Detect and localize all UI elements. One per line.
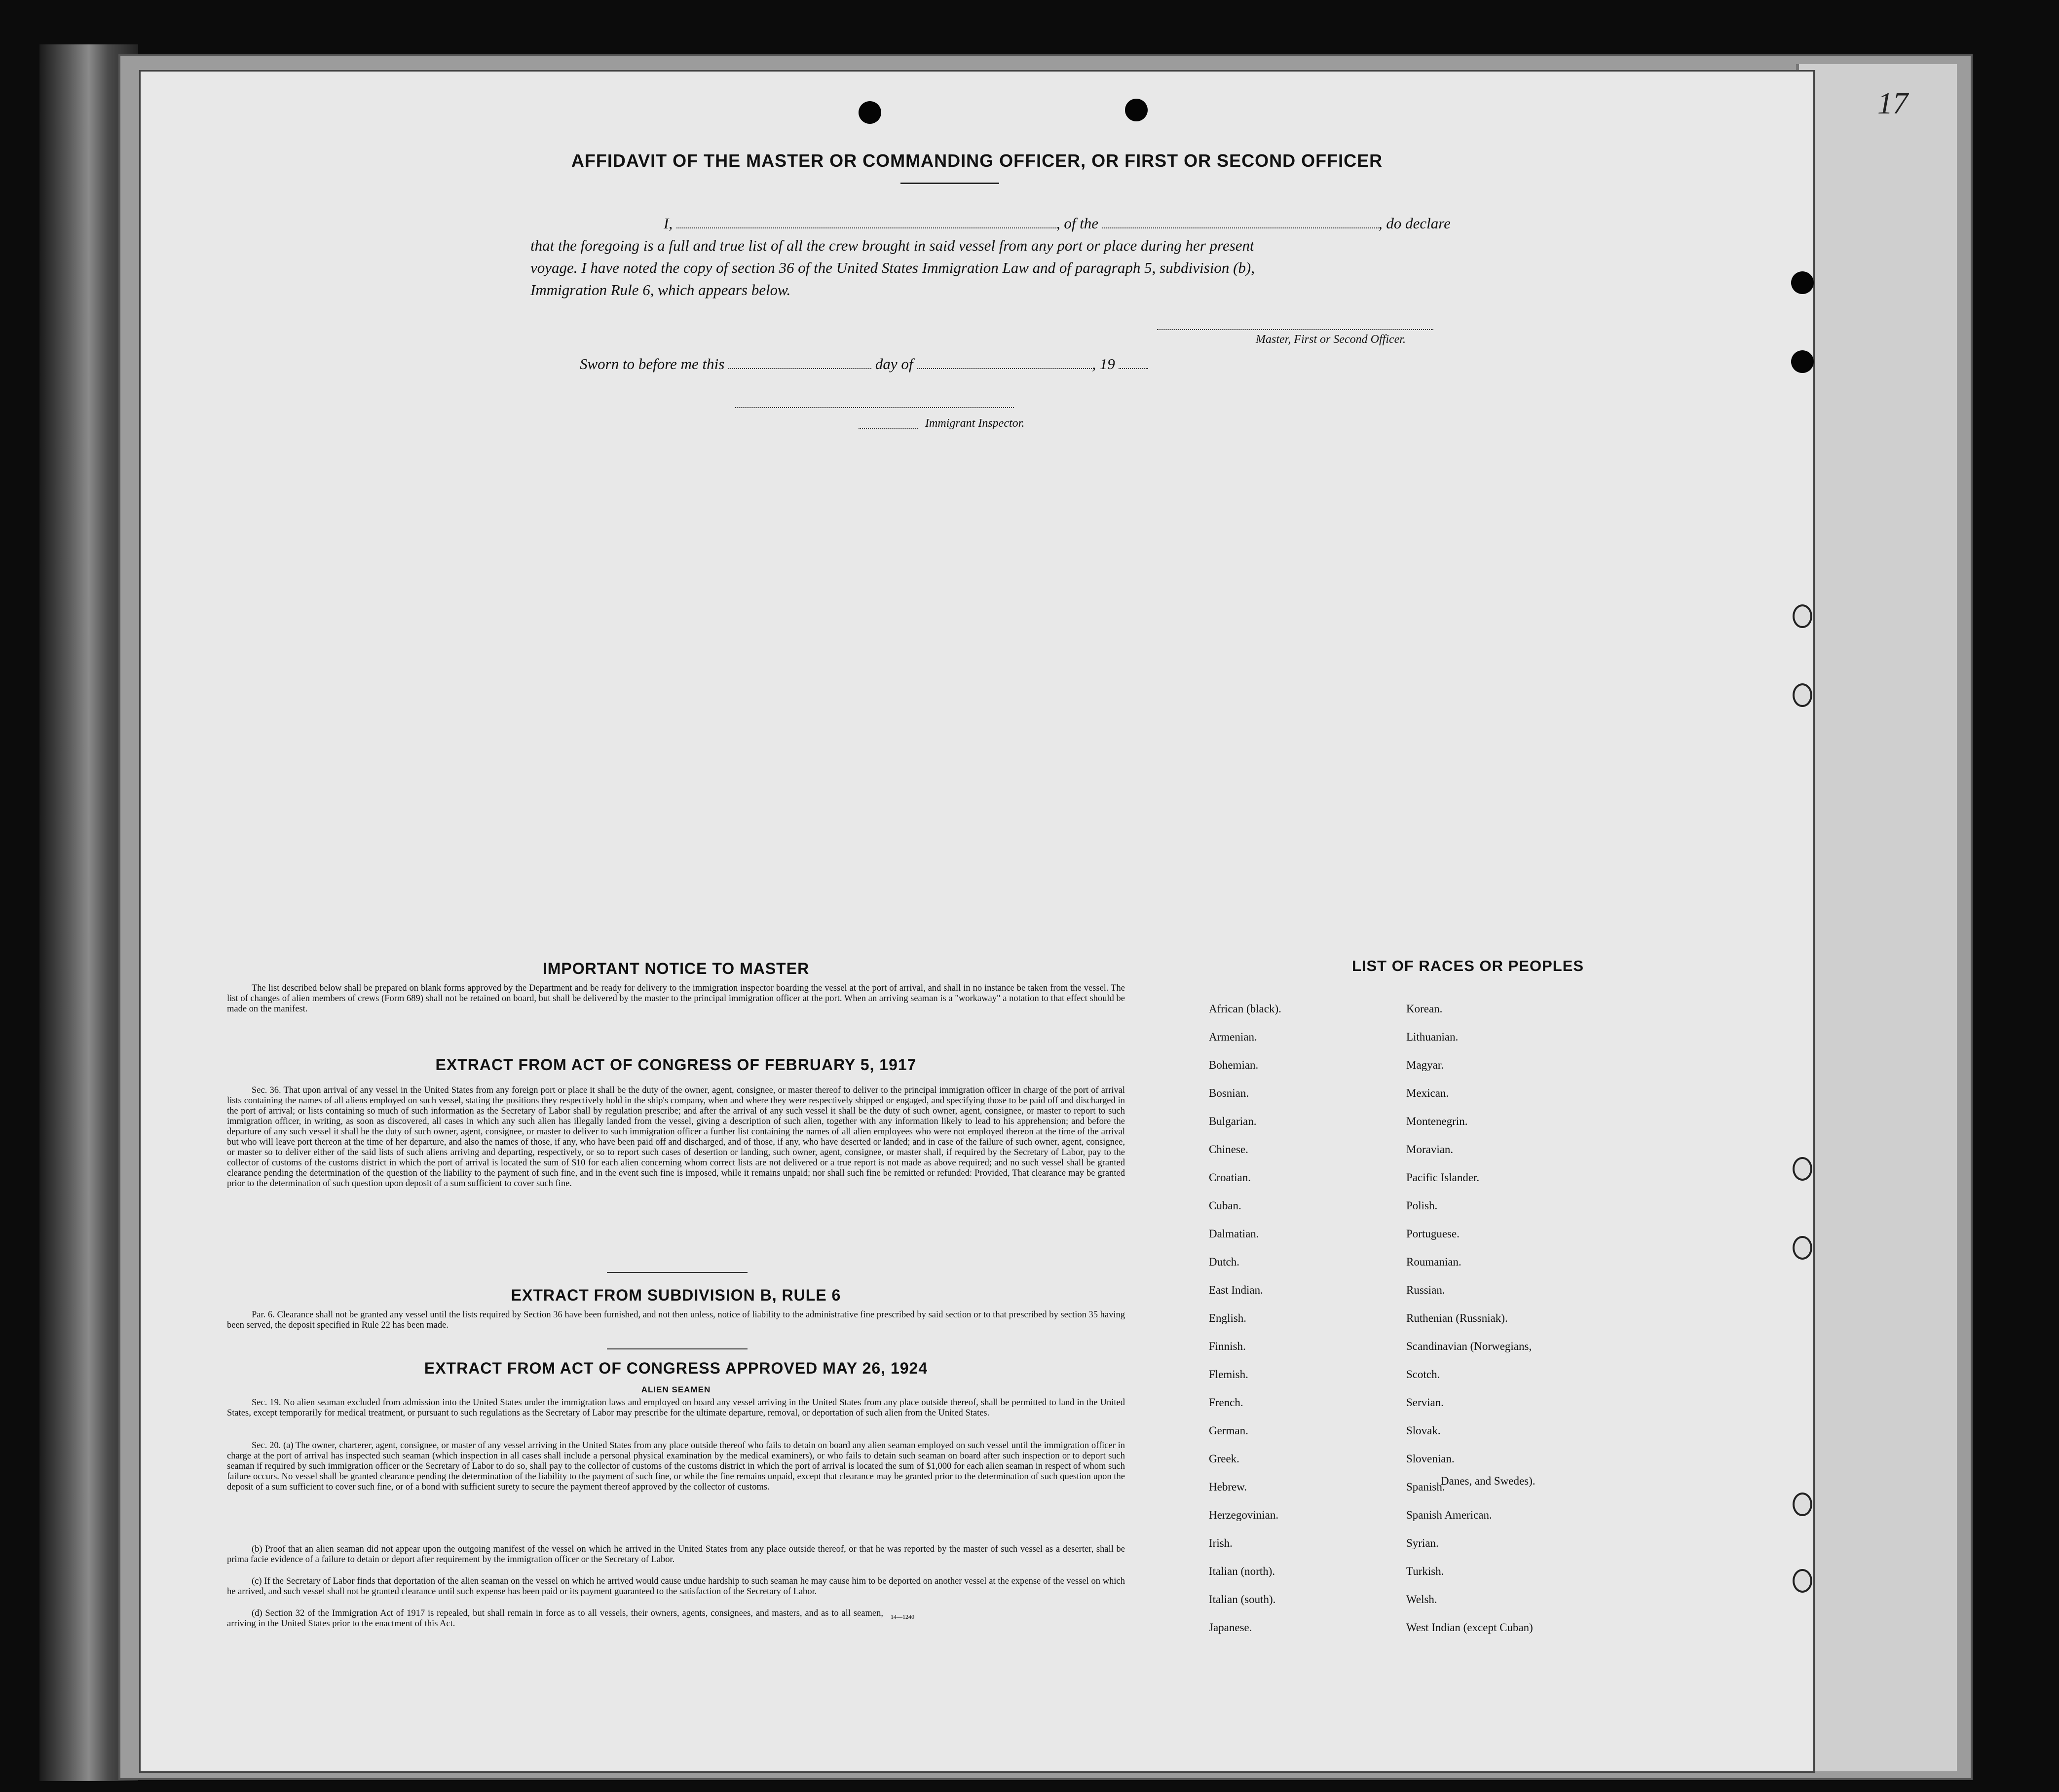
form-number: 14—1240	[891, 1613, 914, 1620]
race-item: Bulgarian.	[1209, 1115, 1257, 1127]
race-item: Chinese.	[1209, 1143, 1248, 1156]
race-item: German.	[1209, 1424, 1248, 1437]
race-item: Portuguese.	[1406, 1228, 1460, 1240]
declaration-end: , do declare	[1378, 215, 1451, 232]
name-blank[interactable]	[676, 216, 1056, 228]
race-item: Syrian.	[1406, 1537, 1439, 1549]
race-item: Servian.	[1406, 1396, 1444, 1409]
race-item: Greek.	[1209, 1453, 1239, 1465]
race-item: Scandinavian (Norwegians,	[1406, 1340, 1532, 1352]
sworn-year-blank[interactable]	[1119, 356, 1148, 369]
inspector-signature-caption: Immigrant Inspector.	[925, 417, 1025, 430]
race-item: Italian (north).	[1209, 1565, 1275, 1577]
race-item: Croatian.	[1209, 1171, 1251, 1184]
sworn-day-blank[interactable]	[728, 356, 871, 369]
rule6-text: Par. 6. Clearance shall not be granted any vessel until the lists required by Section 36 have been furnished, and not then unless, notice of liability to the administrative fine prescribed by said section or to that prescribed by section 35 having been served, the deposit specified in Rule 22 has been made.	[227, 1310, 1125, 1330]
affidavit-declaration-line	[530, 215, 1626, 232]
binder-ring-hole	[1793, 683, 1812, 707]
race-item: Roumanian.	[1406, 1256, 1461, 1268]
race-item: Dutch.	[1209, 1256, 1239, 1268]
race-item: Cuban.	[1209, 1199, 1241, 1212]
sworn-day-of: day of	[875, 355, 913, 373]
race-item: Hebrew.	[1209, 1481, 1247, 1493]
sworn-text: Sworn to before me this	[580, 355, 725, 373]
binder-ring-hole	[1793, 1157, 1812, 1181]
affidavit-title: AFFIDAVIT OF THE MASTER OR COMMANDING OFFICER, OR FIRST OR SECOND OFFICER	[571, 150, 1383, 171]
race-item: Welsh.	[1406, 1593, 1437, 1605]
inspector-prefix-line	[859, 428, 918, 429]
title-rule	[900, 183, 999, 184]
master-signature-line[interactable]	[1157, 329, 1433, 330]
race-item: West Indian (except Cuban)	[1406, 1621, 1533, 1634]
sec20d-text: (d) Section 32 of the Immigration Act of 1917 is repealed, but shall remain in force as to all vessels, their owners, agents, consignees, and masters, and as to all seamen, arriving in the United States prior to the enactment of this Act.	[227, 1608, 883, 1629]
rule6-heading: EXTRACT FROM SUBDIVISION B, RULE 6	[511, 1286, 841, 1304]
race-item: Bohemian.	[1209, 1059, 1259, 1071]
race-item: English.	[1209, 1312, 1247, 1324]
notice-text: The list described below shall be prepared on blank forms approved by the Department and be ready for delivery to the immigration inspector boarding the vessel at the port of arrival, and shall in no instance be taken from the vessel. The list of changes of alien members of crews (Form 689) shall not be retained on board, but shall be delivered by the master to the principal immigration officer at the port. When an arriving seaman is a "workaway" a notation to that effect should be made on the manifest.	[227, 983, 1125, 1014]
extract-1924-heading: EXTRACT FROM ACT OF CONGRESS APPROVED MAY 26, 1924	[424, 1359, 928, 1377]
race-item: Dalmatian.	[1209, 1228, 1259, 1240]
race-item: African (black).	[1209, 1003, 1281, 1015]
declaration-of-the: , of the	[1056, 215, 1099, 232]
race-item: Polish.	[1406, 1199, 1438, 1212]
race-item: Bosnian.	[1209, 1087, 1249, 1099]
race-item: Spanish American.	[1406, 1509, 1492, 1521]
race-item: Herzegovinian.	[1209, 1509, 1279, 1521]
race-item: Armenian.	[1209, 1031, 1257, 1043]
manifest-page	[141, 72, 1813, 1771]
race-item: Ruthenian (Russniak).	[1406, 1312, 1508, 1324]
extract-1917-heading: EXTRACT FROM ACT OF CONGRESS OF FEBRUARY 5, 1917	[435, 1056, 917, 1074]
master-signature-caption: Master, First or Second Officer.	[1256, 333, 1406, 346]
binder-ring-hole	[1793, 1569, 1812, 1593]
race-item: Pacific Islander.	[1406, 1171, 1480, 1184]
race-item: Montenegrin.	[1406, 1115, 1468, 1127]
punch-hole	[1125, 99, 1148, 121]
race-item: Russian.	[1406, 1284, 1445, 1296]
sheet-number: 17	[1877, 87, 1908, 120]
race-item: Scotch.	[1406, 1368, 1440, 1381]
declaration-i: I,	[664, 215, 673, 232]
punch-hole	[1791, 271, 1814, 294]
binder-ring-hole	[1793, 1493, 1812, 1516]
race-item: Magyar.	[1406, 1059, 1444, 1071]
race-item: Moravian.	[1406, 1143, 1454, 1156]
race-item: Turkish.	[1406, 1565, 1444, 1577]
inspector-signature-line[interactable]	[735, 407, 1014, 408]
sworn-year-prefix: , 19	[1092, 355, 1115, 373]
sec19-text: Sec. 19. No alien seaman excluded from admission into the United States under the immigration laws and employed on board any vessel arriving in the United States from any place outside thereof, shall be permitted to land in the United States, except temporarily for medical treatment, or pursuant to such regulations as the Secretary of Labor may prescribe for the ultimate departure, removal, or deportation of such alien from the United States.	[227, 1398, 1125, 1418]
notice-heading: IMPORTANT NOTICE TO MASTER	[542, 960, 810, 977]
race-item: Finnish.	[1209, 1340, 1246, 1352]
race-item: Slovak.	[1406, 1424, 1441, 1437]
binder-ring-hole	[1793, 1236, 1812, 1260]
section-divider	[607, 1272, 748, 1273]
race-item: Spanish.	[1406, 1481, 1445, 1493]
race-item-continuation: Danes, and Swedes).	[1441, 1475, 1535, 1487]
punch-hole	[1791, 350, 1814, 373]
affidavit-text-line: voyage. I have noted the copy of section 36 of the United States Immigration Law and of paragraph 5, subdivision (b),	[530, 259, 1255, 276]
race-item: Mexican.	[1406, 1087, 1449, 1099]
punch-hole	[859, 101, 881, 124]
underlying-sheet-edge	[1796, 64, 1957, 1771]
race-item: Korean.	[1406, 1003, 1443, 1015]
race-item: Lithuanian.	[1406, 1031, 1459, 1043]
affidavit-text-line: that the foregoing is a full and true list of all the crew brought in said vessel from any port or place during her present	[530, 237, 1254, 254]
race-item: French.	[1209, 1396, 1243, 1409]
sec20b-text: (b) Proof that an alien seaman did not appear upon the outgoing manifest of the vessel on which he arrived in the United States from any place outside thereof, or that he was reported by the master of such vessel as a deserter, shall be prima facie evidence of a failure to detain or deport after requirement by the immigration officer or the Secretary of Labor.	[227, 1544, 1125, 1565]
race-item: Irish.	[1209, 1537, 1233, 1549]
sworn-month-blank[interactable]	[917, 356, 1092, 369]
race-item: East Indian.	[1209, 1284, 1263, 1296]
sworn-line	[580, 355, 1271, 373]
race-item: Japanese.	[1209, 1621, 1252, 1634]
binder-ring-hole	[1793, 604, 1812, 628]
race-item: Flemish.	[1209, 1368, 1248, 1381]
race-item: Italian (south).	[1209, 1593, 1276, 1605]
extract-1917-text: Sec. 36. That upon arrival of any vessel in the United States from any foreign port or place it shall be the duty of the owner, agent, consignee, or master thereof to deliver to the principal immigration officer in charge of the port of arrival lists containing the names of all aliens employed on such vessel, stating the positions they respectively hold in the ship's company, when and where they were respectively shipped or engaged, and specifying those to be paid off and discharged in the port of arrival; or lists containing so much of such information as the Secretary of Labor shall by regulation prescribe; and after the arrival of any such vessel it shall be the duty of such owner, agent, consignee, or master to report to such immigration officer, in writing, as soon as discovered, all cases in which any such alien has illegally landed from the vessel, giving a description of such alien, together with any information likely to lead to his apprehension; and before the departure of any such vessel it shall be the duty of such owner, agent, consignee, or master to deliver to such immigration officer a further list containing the names of all alien employees who were not employed thereon at the time of the arrival but who will leave port thereon at the time of her departure, and also the names of those, if any, who have been paid off and discharged, and of those, if any, who have deserted or landed; and in case of the failure of such owner, agent, consignee, or master so to deliver either of the said lists of such aliens arriving and departing, respectively, or so to report such cases of desertion or landing, such owner, agent, consignee, or master shall, if required by the Secretary of Labor, pay to the collector of customs of the customs district in which the port of arrival is located the sum of $10 for each alien concerning whom correct lists are not delivered or a true report is not made as above required; and no such vessel shall be granted clearance pending the determination of the question of the liability to the payment of such fine, and in the event such fine is imposed, while it remains unpaid; nor shall such fine be remitted or refunded: Provided, That clearance may be granted prior to the determination of such question upon deposit of a sum sufficient to cover such fine.	[227, 1085, 1125, 1189]
alien-seamen-subheading: ALIEN SEAMEN	[641, 1385, 711, 1394]
sec20a-text: Sec. 20. (a) The owner, charterer, agent, consignee, or master of any vessel arriving in the United States from any place outside thereof who fails to detain on board any alien seaman employed on such vessel until the immigration officer in charge at the port of arrival has inspected such seaman (which inspection in all cases shall include a personal physical examination by the medical examiners), or who fails to detain such seaman on board after such inspection or to deport such seaman if required by such immigration officer or the Secretary of Labor to do so, shall pay to the collector of customs of the customs district in which the port of arrival is located the sum of $1,000 for each alien seaman in respect of whom such failure occurs. No vessel shall be granted clearance pending the determination of the liability to the payment of such fine, or while the fine remains unpaid, except that clearance may be granted prior to the determination of such question upon the deposit of a sum sufficient to cover such fine, or of a bond with sufficient surety to secure the payment thereof approved by the collector of customs.	[227, 1441, 1125, 1492]
section-divider	[607, 1348, 748, 1349]
vessel-blank[interactable]	[1102, 216, 1379, 228]
race-item: Slovenian.	[1406, 1453, 1455, 1465]
affidavit-text-line: Immigration Rule 6, which appears below.	[530, 281, 791, 299]
races-heading: LIST OF RACES OR PEOPLES	[1351, 957, 1584, 974]
sec20c-text: (c) If the Secretary of Labor finds that deportation of the alien seaman on the vessel on which he arrived would cause undue hardship to such seaman he may cause him to be deported on another vessel at the expense of the vessel on which he arrived, and such vessel shall not be granted clearance until such expense has been paid or its payment guaranteed to the satisfaction of the Secretary of Labor.	[227, 1576, 1125, 1597]
